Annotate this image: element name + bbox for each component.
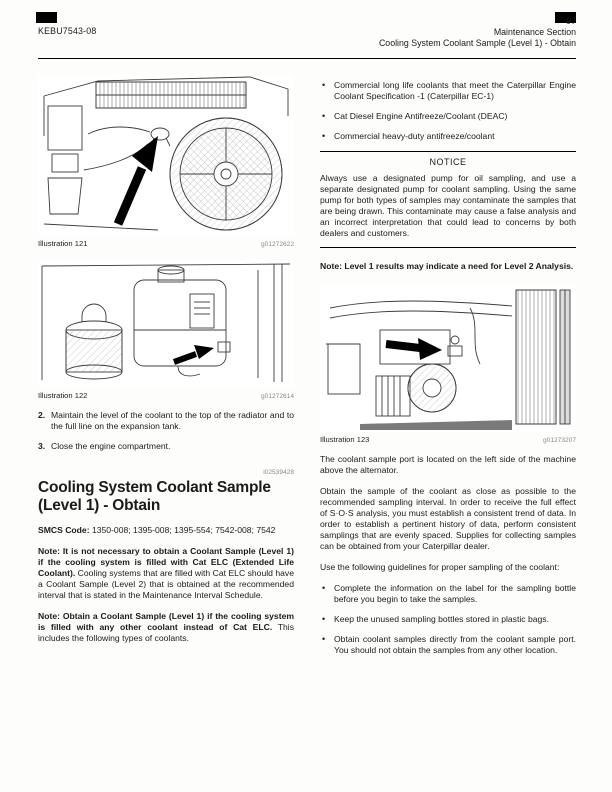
list-item: • Commercial long life coolants that meet the Caterpillar Engine Coolant Specification -1 (Caterpillar EC-1) [320, 80, 576, 102]
smcs-codes: 1350-008; 1395-008; 1395-554; 7542-008; 7542 [89, 525, 276, 535]
note-bold-text: Note: Obtain a Coolant Sample (Level 1) if the cooling system is filled with any other coolant instead of Cat ELC. [38, 611, 294, 632]
pointer-arrow-icon [174, 345, 214, 362]
section-title: Maintenance Section [493, 27, 576, 37]
note-paragraph-1 [38, 546, 294, 601]
left-column [38, 72, 294, 644]
notice-title: NOTICE [429, 157, 467, 167]
illustration-123 [320, 284, 576, 444]
note-regular-text: This includes the following types of coolants. [38, 622, 294, 643]
illustration-122-caption [38, 391, 294, 400]
list-item: • Obtain coolant samples directly from the coolant sample port. You should not obtain the samples from any other location. [320, 634, 576, 656]
article-id: i02539428 [263, 469, 294, 476]
page-number: 97 [566, 16, 576, 26]
note-regular-text: Cooling systems that are filled with Cat ELC should have a Coolant Sample (Level 2) that is obtained at the recommended interval that is stated in the Maintenance Interval Schedule. [38, 568, 294, 600]
step-text: Maintain the level of the coolant to the top of the radiator and to the full line on the expansion tank. [51, 410, 294, 431]
step-2 [38, 410, 294, 432]
body-paragraph: The coolant sample port is located on the left side of the machine above the alternator. [320, 454, 576, 475]
step-number: 2. [38, 410, 46, 420]
illustration-121-image [38, 74, 294, 236]
illustration-id: g01272622 [260, 241, 294, 248]
notice-body: Always use a designated pump for oil sampling, and use a separate designated pump for coolant sampling. Using the same pump for both types of samples may contaminate the samples that are being drawn. This contaminate may cause a false analysis and an incorrect interpretation that could lead to concerns by both dealers and customers. [320, 173, 576, 238]
coolant-types-list [320, 80, 576, 142]
step-number: 3. [38, 441, 46, 451]
illustration-123-caption [320, 435, 576, 444]
notice-box [320, 151, 576, 248]
list-item: • Cat Diesel Engine Antifreeze/Coolant (DEAC) [320, 111, 576, 122]
registration-mark-left [36, 12, 57, 23]
illustration-121 [38, 74, 294, 248]
list-item: • Keep the unused sampling bottles stored in plastic bags. [320, 614, 576, 625]
article-title: Cooling System Coolant Sample (Level 1) - Obtain [38, 479, 271, 514]
sampling-guidelines-list [320, 583, 576, 656]
list-item: • Complete the information on the label for the sampling bottle before you begin to take the samples. [320, 583, 576, 605]
smcs-label: SMCS Code: [38, 525, 90, 535]
note-bold-text: Note: It is not necessary to obtain a Coolant Sample (Level 1) if the cooling system is filled with Cat ELC (Extended Life Coolant). [38, 546, 294, 578]
illustration-label: Illustration 121 [38, 239, 88, 248]
illustration-122 [38, 260, 294, 400]
step-text: Close the engine compartment. [51, 441, 171, 451]
illustration-123-image [320, 284, 576, 432]
note-paragraph-2 [38, 611, 294, 644]
body-paragraph: Obtain the sample of the coolant as close as possible to the recommended sampling interval. In order to receive the full effect of S·O·S analysis, you must establish a consistent trend of data. In order to establish a pertinent history of data, perform consistent samplings that are evenly spaced. Supplies for collecting samples can be obtained from your Caterpillar dealer. [320, 486, 576, 551]
illustration-122-image [38, 260, 294, 388]
illustration-label: Illustration 123 [320, 435, 370, 444]
note-level2: Note: Level 1 results may indicate a need for Level 2 Analysis. [320, 261, 574, 271]
illustration-121-caption [38, 239, 294, 248]
body-paragraph: Use the following guidelines for proper sampling of the coolant: [320, 562, 560, 572]
document-code: KEBU7543-08 [38, 26, 97, 36]
right-column [320, 72, 576, 665]
illustration-id: g01273207 [542, 437, 576, 444]
subsection-title: Cooling System Coolant Sample (Level 1) - Obtain [378, 38, 576, 48]
header-divider [38, 58, 576, 59]
illustration-label: Illustration 122 [38, 391, 88, 400]
pointer-arrow-icon [118, 136, 158, 224]
illustration-id: g01272614 [260, 393, 294, 400]
smcs-code-line [38, 525, 294, 536]
pointer-arrow-icon [386, 338, 442, 360]
list-item: • Commercial heavy-duty antifreeze/coolant [320, 131, 576, 142]
step-3 [38, 441, 294, 452]
